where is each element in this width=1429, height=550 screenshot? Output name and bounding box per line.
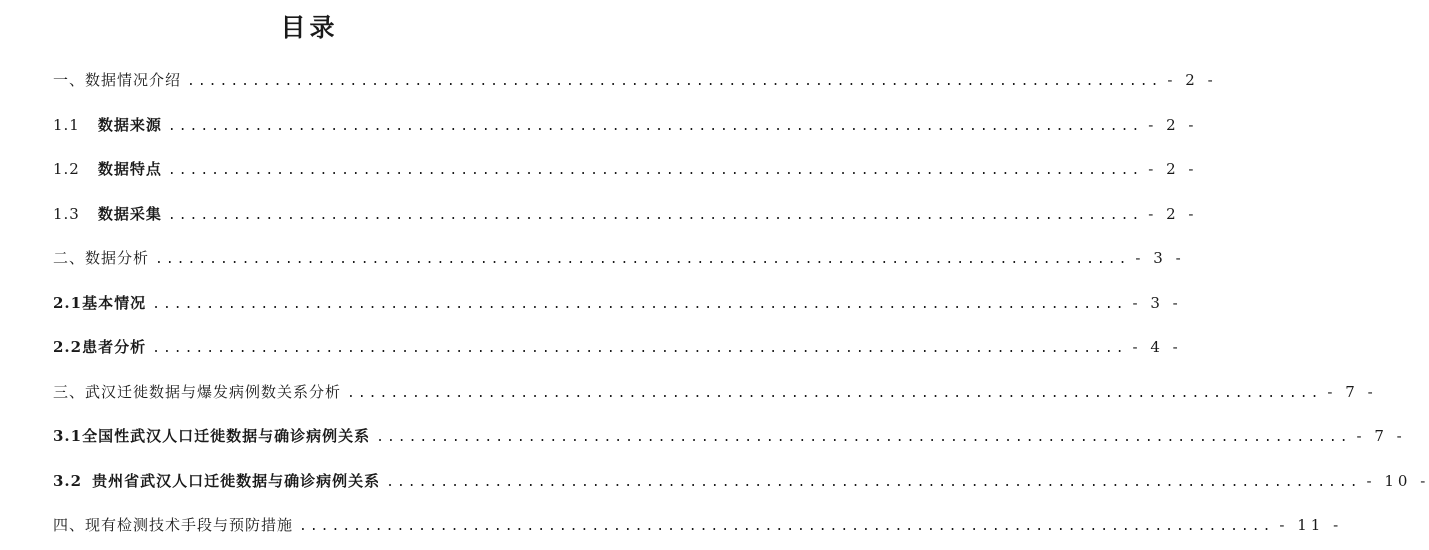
toc-list — [53, 58, 1429, 548]
toc-entry[interactable] — [53, 503, 1343, 548]
toc-entry[interactable] — [53, 192, 1198, 237]
toc-dot-leader: .......................................................................................... — [347, 385, 1322, 401]
toc-page-number: - 4 - — [1132, 338, 1182, 356]
toc-entry[interactable] — [53, 281, 1182, 326]
toc-dot-leader: .......................................................................................... — [386, 474, 1361, 490]
toc-entry-label: 三、武汉迁徙数据与爆发病例数关系分析 — [53, 382, 342, 401]
toc-section-number: 3.1 — [53, 427, 83, 445]
toc-title: 目录 — [280, 13, 339, 42]
toc-page-number: - 7 - — [1356, 427, 1406, 445]
toc-page-number: - 3 - — [1135, 249, 1185, 267]
toc-page-number: - 11 - — [1279, 516, 1343, 534]
toc-dot-leader: .......................................................................................... — [155, 252, 1130, 267]
toc-entry-label: 2.1基本情况 — [53, 293, 147, 312]
toc-entry-label: 3.1全国性武汉人口迁徙数据与确诊病例关系 — [53, 427, 371, 445]
toc-entry-label: 1.1 数据来源 — [53, 115, 162, 134]
toc-entry[interactable] — [53, 103, 1198, 148]
toc-dot-leader: .......................................................................................... — [187, 74, 1162, 89]
toc-entry-label: 1.3 数据采集 — [53, 204, 162, 223]
toc-dot-leader: .......................................................................................... — [376, 430, 1351, 445]
toc-entry-label: 3.2 贵州省武汉人口迁徙数据与确诊病例关系 — [53, 471, 381, 490]
toc-page-number: - 2 - — [1148, 115, 1198, 134]
toc-dot-leader: .......................................................................................... — [167, 163, 1143, 178]
toc-section-number: 2.1 — [53, 293, 83, 312]
toc-entry-label: 一、数据情况介绍 — [53, 71, 182, 89]
toc-entry-label: 二、数据分析 — [53, 249, 150, 267]
toc-entry[interactable] — [53, 58, 1217, 103]
toc-section-number: 1.2 — [53, 160, 80, 178]
toc-page-number: - 7 - — [1327, 382, 1377, 401]
toc-entry-label: 四、现有检测技术手段与预防措施 — [53, 516, 294, 534]
toc-entry-label: 1.2 数据特点 — [53, 160, 162, 178]
toc-entry[interactable] — [53, 236, 1185, 281]
toc-dot-leader: .......................................................................................... — [152, 341, 1127, 356]
toc-section-number: 1.3 — [53, 204, 80, 223]
toc-page-number: - 3 - — [1132, 293, 1182, 312]
toc-page-number: - 2 - — [1167, 71, 1217, 89]
toc-entry[interactable] — [53, 459, 1429, 504]
toc-dot-leader: .......................................................................................... — [167, 207, 1143, 223]
toc-section-number: 2.2 — [53, 338, 83, 356]
toc-entry[interactable] — [53, 414, 1406, 459]
toc-dot-leader: .......................................................................................... — [167, 118, 1143, 134]
toc-section-number: 1.1 — [53, 115, 80, 134]
toc-page-number: - 2 - — [1148, 160, 1198, 178]
toc-entry[interactable] — [53, 370, 1377, 415]
toc-section-number: 3.2 — [53, 471, 83, 490]
toc-page-number: - 2 - — [1148, 204, 1198, 223]
toc-entry-label: 2.2患者分析 — [53, 338, 147, 356]
toc-dot-leader: .......................................................................................... — [152, 296, 1127, 312]
toc-page-number: - 10 - — [1366, 471, 1429, 490]
toc-entry[interactable] — [53, 147, 1198, 192]
toc-dot-leader: .......................................................................................... — [299, 519, 1274, 534]
toc-entry[interactable] — [53, 325, 1182, 370]
